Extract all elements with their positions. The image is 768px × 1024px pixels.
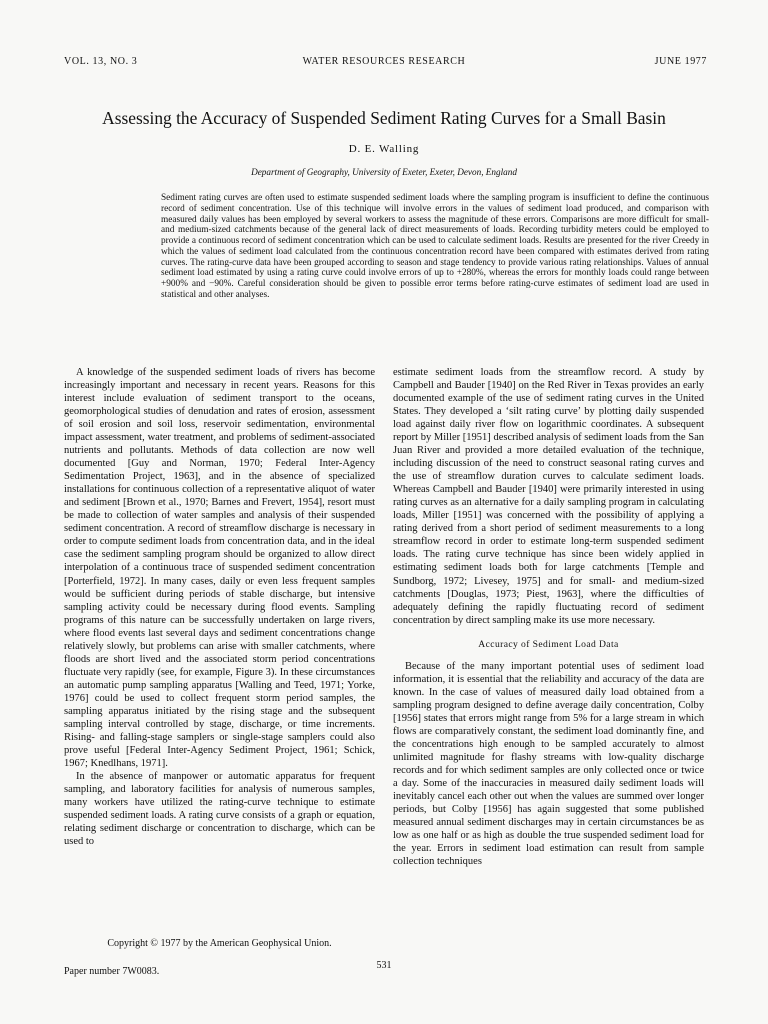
volume-label: VOL. 13, NO. 3 bbox=[64, 56, 138, 67]
author-affiliation: Department of Geography, University of Exeter, Exeter, Devon, England bbox=[251, 167, 517, 177]
body-paragraph: A knowledge of the suspended sediment loads of rivers has become increasingly important and necessary in recent years. Reasons for this interest include evaluation of sediment transport to the oceans, geomorphological studies of denudation and rates of erosion, assessment of soil erosion and soil loss, reservoir sedimentation, environmental impact assessment, water treatment, and problems of sediment-associated nutrients and pollutants. Methods of data collection are now well documented [Guy and Norman, 1970; Federal Inter-Agency Sedimentation Project, 1963], and in the absence of specialized installations for continuous collection of a representative aliquot of water and sediment [Brown et al., 1970; Barnes and Frevert, 1954], resort must be made to collection of water samples and analysis of their suspended sediment concentration. A record of streamflow discharge is necessary in order to compute sediment loads from concentration data, and in the ideal case the sediment sampling program should be organized to allow direct interpolation of a continuous trace of suspended sediment concentration [Porterfield, 1972]. In many cases, daily or even less frequent samples would be sufficient during periods of stable discharge, but intensive sampling activity could be necessary during flood events. Sampling programs of this nature can be successfully undertaken on large rivers, where flood events last several days and sediment concentrations change relatively slowly, but problems can arise with smaller catchments, where floods are short lived and the associated storm period concentrations fluctuate very rapidly (see, for example, Figure 3). In these circumstances an automatic pump sampling apparatus [Walling and Teed, 1971; Yorke, 1976] could be used to collect frequent storm period samples, the sampling apparatus initiated by the rising stage and the subsequent sampling interval controlled by stage, discharge, or time increments. Rising- and falling-stage samplers or single-stage samplers could also prove useful [Federal Inter-Agency Sediment Project, 1961; Schick, 1967; Knedlhans, 1971]. bbox=[64, 367, 375, 769]
abstract: Sediment rating curves are often used to estimate suspended sediment loads where the sampling program is insufficient to define the continuous record of sediment concentration. Use of this technique will involve errors in the values of sediment load produced, and comparison with measured daily values has been employed by several workers to assess the magnitude of these errors. Comparisons are more difficult for small- and medium-sized catchments because of the general lack of direct measurements of loads. Recording turbidity meters could be employed to provide a continuous record of sediment concentration which can be used to calculate sediment loads. Results are presented for the river Creedy in which the values of sediment load calculated from the continuous concentration record have been compared with estimates derived from rating curves. The rating-curve data have been grouped according to season and stage tendency to provide various rating relationships. Values of annual sediment load estimated by using a rating curve could involve errors of up to +280%, whereas the errors for monthly loads could range between +900% and −90%. Careful consideration should be given to possible error terms before rating-curve estimates of sediment load are used in statistical and other analyses. bbox=[161, 193, 709, 300]
author-name: D. E. Walling bbox=[348, 143, 420, 155]
body-paragraph: Because of the many important potential uses of sediment load information, it is essential that the reliability and accuracy of the data are known. In the case of values of measured daily load obtained from a sampling program designed to define average daily concentration, Colby [1956] states that errors might range from 5% for a large stream in which flows are comparatively constant, the sediment load dominantly fine, and the concentrations high enough to be sampled accurately to almost unlimited magnitude for flashy streams with low-quality discharge records and for which sediment samples are only collected once or twice a day. Some of the inaccuracies in measured daily sediment loads will inevitably cancel each other out when the values are summed over longer periods, but Colby [1956] has again suggested that some published measured annual sediment discharges may in certain circumstances be as low as one half or as high as double the true suspended sediment load for the year. Errors in sediment load estimation can result from sample collection techniques bbox=[393, 660, 704, 868]
paper-number: Paper number 7W0083. bbox=[64, 966, 160, 977]
body-paragraph: In the absence of manpower or automatic apparatus for frequent sampling, and laboratory facilities for analysis of numerous samples, many workers have utilized the rating-curve technique to estimate suspended sediment loads. A rating curve consists of a graph or equation, relating sediment discharge or concentration to discharge, which can be used to bbox=[64, 770, 375, 848]
issue-date: JUNE 1977 bbox=[654, 56, 707, 67]
section-heading: Accuracy of Sediment Load Data bbox=[478, 638, 619, 650]
right-column bbox=[393, 366, 704, 868]
journal-name: WATER RESOURCES RESEARCH bbox=[302, 56, 466, 67]
left-column bbox=[64, 366, 375, 848]
body-paragraph: estimate sediment loads from the streamflow record. A study by Campbell and Bauder [1940] on the Red River in Texas provides an early documented example of the use of sediment rating curves in the United States. They developed a ‘silt rating curve’ by plotting daily suspended load against daily river flow on logarithmic coordinates. A subsequent report by Miller [1951] described analysis of sediment loads from the San Juan River and provided a more detailed evaluation of the technique, including discussion of the need to construct seasonal rating curves and the use of streamflow duration curves to calculate sediment loads. Whereas Campbell and Bauder [1940] were primarily interested in using rating curves as an alternative for a daily sampling program in calculating loads, Miller [1951] was concerned with the possibility of applying a rating derived from a short period of sediment measurements to a long streamflow record in order to estimate long-term suspended sediment loads. The rating curve technique has since been widely applied in estimating sediment loads both for large catchments [Temple and Sundborg, 1972; Livesey, 1975] and for small- and medium-sized catchments [Douglas, 1973; Piest, 1963], where the difficulties of adequately defining the rapidly fluctuating record of sediment concentration by direct sampling make its use more necessary. bbox=[393, 367, 704, 626]
page-number: 531 bbox=[376, 960, 392, 971]
copyright-notice: Copyright © 1977 by the American Geophysical Union. bbox=[107, 938, 332, 949]
paper-title: Assessing the Accuracy of Suspended Sediment Rating Curves for a Small Basin bbox=[102, 108, 666, 128]
